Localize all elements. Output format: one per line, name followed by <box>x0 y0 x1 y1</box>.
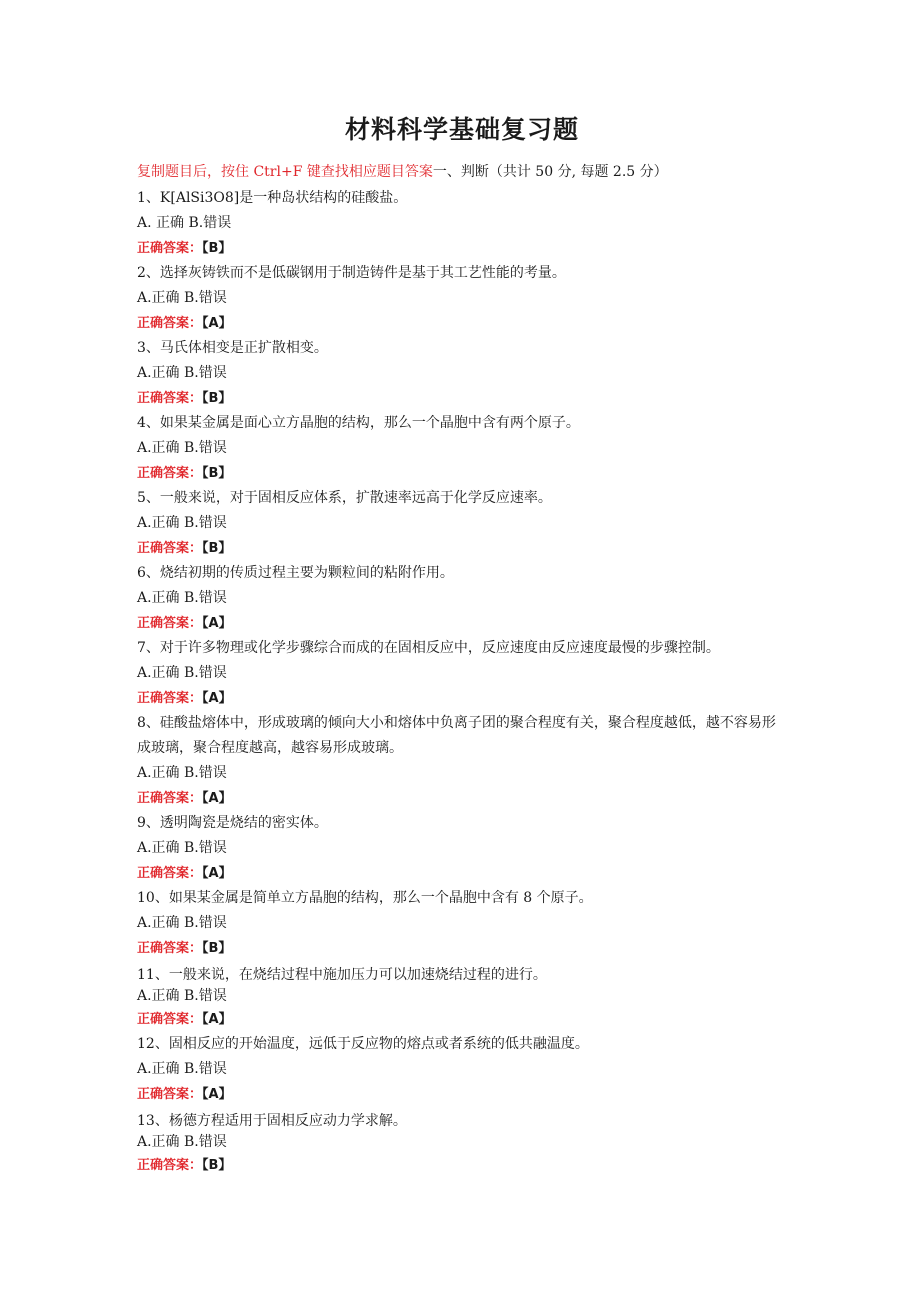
question-options: A.正确 B.错误 <box>137 665 227 681</box>
answer-label: 正确答案： <box>137 1012 203 1027</box>
question-11 <box>137 965 787 1032</box>
question-13 <box>137 1111 787 1178</box>
question-options: A.正确 B.错误 <box>137 988 227 1004</box>
question-stem: 9、透明陶瓷是烧结的密实体。 <box>137 815 328 831</box>
answer-label: 正确答案： <box>137 316 203 331</box>
answer-line <box>137 861 787 886</box>
question-2 <box>137 261 787 336</box>
question-3 <box>137 336 787 411</box>
answer-line <box>137 1007 787 1032</box>
question-stem: 12、固相反应的开始温度，远低于反应物的熔点或者系统的低共融温度。 <box>137 1036 589 1052</box>
question-8 <box>137 711 787 811</box>
question-stem: 13、杨德方程适用于固相反应动力学求解。 <box>137 1113 407 1129</box>
answer-line <box>137 936 787 961</box>
answer-value: 【A】 <box>202 1012 232 1027</box>
question-options: A.正确 B.错误 <box>137 290 227 306</box>
question-options: A.正确 B.错误 <box>137 840 227 856</box>
answer-value: 【A】 <box>202 1087 232 1102</box>
question-options: A.正确 B.错误 <box>137 440 227 456</box>
answer-label: 正确答案： <box>137 1087 203 1102</box>
question-5 <box>137 486 787 561</box>
question-stem: 7、对于许多物理或化学步骤综合而成的在固相反应中，反应速度由反应速度最慢的步骤控制。 <box>137 640 720 656</box>
question-stem: 5、一般来说，对于固相反应体系，扩散速率远高于化学反应速率。 <box>137 490 552 506</box>
question-stem: 2、选择灰铸铁而不是低碳钢用于制造铸件是基于其工艺性能的考量。 <box>137 265 566 281</box>
question-stem: 8、硅酸盐熔体中，形成玻璃的倾向大小和熔体中负离子团的聚合程度有关，聚合程度越低，越不容易形成玻璃，聚合程度越高，越容易形成玻璃。 <box>137 715 776 756</box>
question-options: A.正确 B.错误 <box>137 765 227 781</box>
search-hint: 复制题目后，按住 Ctrl+F 键查找相应题目答案 <box>137 164 433 180</box>
answer-label: 正确答案： <box>137 941 203 956</box>
question-stem: 11、一般来说，在烧结过程中施加压力可以加速烧结过程的进行。 <box>137 967 547 983</box>
answer-label: 正确答案： <box>137 1158 203 1173</box>
answer-label: 正确答案： <box>137 691 203 706</box>
answer-label: 正确答案： <box>137 791 203 806</box>
question-12 <box>137 1032 787 1107</box>
answer-line <box>137 386 787 411</box>
answer-line <box>137 536 787 561</box>
question-options: A.正确 B.错误 <box>137 915 227 931</box>
document-title: 材料科学基础复习题 <box>344 115 579 144</box>
answer-value: 【A】 <box>202 616 232 631</box>
answer-value: 【B】 <box>202 1158 232 1173</box>
document-page <box>137 110 787 1178</box>
question-options: A.正确 B.错误 <box>137 1134 227 1150</box>
answer-label: 正确答案： <box>137 391 203 406</box>
question-9 <box>137 811 787 886</box>
answer-line <box>137 1153 787 1178</box>
question-options: A. 正确 B.错误 <box>137 215 232 231</box>
answer-line <box>137 686 787 711</box>
question-options: A.正确 B.错误 <box>137 515 227 531</box>
answer-label: 正确答案： <box>137 866 203 881</box>
answer-value: 【B】 <box>202 541 232 556</box>
answer-line <box>137 1082 787 1107</box>
answer-value: 【B】 <box>202 241 232 256</box>
answer-label: 正确答案： <box>137 616 203 631</box>
answer-line <box>137 461 787 486</box>
question-4 <box>137 411 787 486</box>
question-10 <box>137 886 787 961</box>
question-7 <box>137 636 787 711</box>
intro-line <box>137 162 787 182</box>
question-options: A.正确 B.错误 <box>137 365 227 381</box>
answer-value: 【A】 <box>202 316 232 331</box>
question-stem: 1、K[AlSi3O8]是一种岛状结构的硅酸盐。 <box>137 190 408 206</box>
question-1 <box>137 186 787 261</box>
question-stem: 3、马氏体相变是正扩散相变。 <box>137 340 328 356</box>
question-options: A.正确 B.错误 <box>137 590 227 606</box>
answer-value: 【B】 <box>202 391 232 406</box>
answer-label: 正确答案： <box>137 466 203 481</box>
answer-line <box>137 786 787 811</box>
question-6 <box>137 561 787 636</box>
question-stem: 6、烧结初期的传质过程主要为颗粒间的粘附作用。 <box>137 565 454 581</box>
answer-value: 【A】 <box>202 791 232 806</box>
answer-label: 正确答案： <box>137 241 203 256</box>
answer-value: 【A】 <box>202 866 232 881</box>
answer-label: 正确答案： <box>137 541 203 556</box>
answer-line <box>137 311 787 336</box>
answer-value: 【B】 <box>202 941 232 956</box>
answer-line <box>137 236 787 261</box>
answer-value: 【A】 <box>202 691 232 706</box>
answer-line <box>137 611 787 636</box>
question-stem: 4、如果某金属是面心立方晶胞的结构，那么一个晶胞中含有两个原子。 <box>137 415 580 431</box>
answer-value: 【B】 <box>202 466 232 481</box>
question-stem: 10、如果某金属是简单立方晶胞的结构，那么一个晶胞中含有 8 个原子。 <box>137 890 593 906</box>
question-options: A.正确 B.错误 <box>137 1061 227 1077</box>
section-heading: 一、判断（共计 50 分, 每题 2.5 分） <box>432 164 668 180</box>
